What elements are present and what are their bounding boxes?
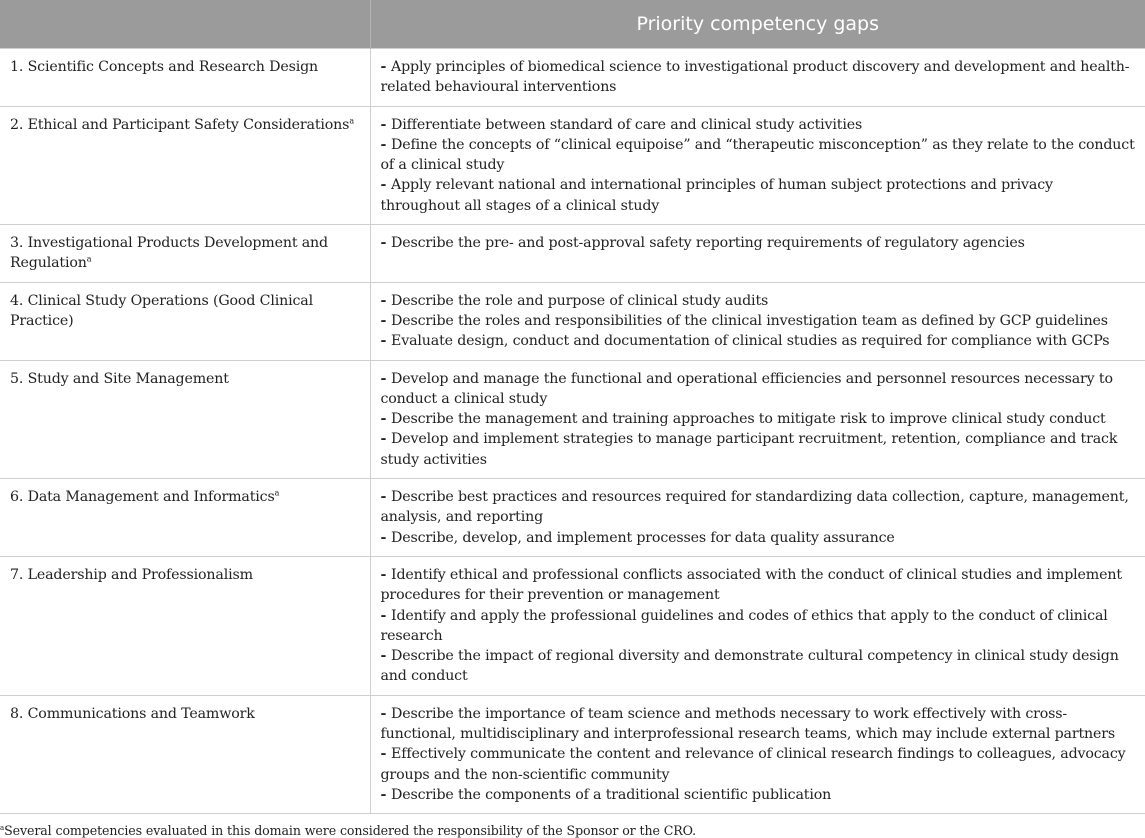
footnote-reference: a	[274, 488, 280, 498]
domain-name: 3. Investigational Products Development and Regulation	[10, 235, 328, 272]
domain-name: 8. Communications and Teamwork	[10, 705, 255, 722]
competency-gap-item: - Develop and manage the functional and operational efficiencies and personnel resources necessary to conduct a clinical study	[381, 369, 1137, 410]
competency-gap-item: - Develop and implement strategies to manage participant recruitment, retention, compliance and track study activities	[381, 429, 1137, 470]
gaps-cell	[370, 225, 1145, 283]
competency-gap-item: - Describe the role and purpose of clinical study audits	[381, 291, 1137, 311]
footnote-reference: a	[86, 254, 92, 264]
competency-gap-item: - Evaluate design, conduct and documentation of clinical studies as required for compliance with GCPs	[381, 331, 1137, 351]
header-domain-column	[0, 0, 370, 49]
competency-gap-item: - Describe the management and training approaches to mitigate risk to improve clinical study conduct	[381, 409, 1137, 429]
competency-gap-item: - Identify and apply the professional guidelines and codes of ethics that apply to the conduct of clinical research	[381, 606, 1137, 647]
domain-cell	[0, 360, 370, 478]
table-body	[0, 49, 1145, 814]
table-footnote	[0, 814, 1145, 838]
gaps-cell	[370, 556, 1145, 695]
competency-gap-item: - Define the concepts of “clinical equipoise” and “therapeutic misconception” as they relate to the conduct of a clinical study	[381, 135, 1137, 176]
competency-gap-item: - Describe the roles and responsibilities of the clinical investigation team as defined by GCP guidelines	[381, 311, 1137, 331]
table-row	[0, 695, 1145, 813]
footnote-mark: a	[0, 824, 5, 833]
domain-name: 4. Clinical Study Operations (Good Clinical Practice)	[10, 292, 313, 329]
footnote-reference: a	[349, 115, 354, 125]
domain-cell	[0, 479, 370, 557]
competency-gap-item: - Identify ethical and professional conflicts associated with the conduct of clinical studies and implement procedures for their prevention or management	[381, 565, 1137, 606]
table-row	[0, 106, 1145, 224]
competency-gap-item: - Describe the impact of regional diversity and demonstrate cultural competency in clinical study design and conduct	[381, 646, 1137, 687]
domain-cell	[0, 695, 370, 813]
gaps-cell	[370, 360, 1145, 478]
table-row	[0, 479, 1145, 557]
table-row	[0, 225, 1145, 283]
gaps-cell	[370, 106, 1145, 224]
domain-cell	[0, 282, 370, 360]
domain-cell	[0, 49, 370, 107]
competency-gap-item: - Describe best practices and resources required for standardizing data collection, capture, management, analysis, and reporting	[381, 487, 1137, 528]
competency-gap-item: - Effectively communicate the content and relevance of clinical research findings to colleagues, advocacy groups and the non-scientific community	[381, 744, 1137, 785]
gaps-cell	[370, 479, 1145, 557]
table-row	[0, 360, 1145, 478]
domain-cell	[0, 556, 370, 695]
table-row	[0, 49, 1145, 107]
header-gaps-column: Priority competency gaps	[370, 0, 1145, 49]
competency-gap-item: - Describe, develop, and implement processes for data quality assurance	[381, 528, 1137, 548]
domain-name: 5. Study and Site Management	[10, 370, 229, 387]
competency-gap-item: - Apply relevant national and international principles of human subject protections and privacy throughout all stages of a clinical study	[381, 175, 1137, 216]
gaps-cell	[370, 282, 1145, 360]
footnote-text: Several competencies evaluated in this domain were considered the responsibility of the Sponsor or the CRO.	[4, 823, 697, 838]
domain-name: 2. Ethical and Participant Safety Considerations	[10, 116, 350, 133]
competency-gap-item: - Apply principles of biomedical science to investigational product discovery and development and health-related behavioural interventions	[381, 57, 1137, 98]
domain-name: 6. Data Management and Informatics	[10, 489, 275, 506]
competency-gap-item: - Describe the importance of team science and methods necessary to work effectively with cross-functional, multidisciplinary and interprofessional research teams, which may include external partners	[381, 704, 1137, 745]
domain-cell	[0, 106, 370, 224]
domain-name: 7. Leadership and Professionalism	[10, 566, 253, 583]
domain-cell	[0, 225, 370, 283]
table-row	[0, 282, 1145, 360]
competency-gap-item: - Describe the components of a traditional scientific publication	[381, 785, 1137, 805]
table-row	[0, 556, 1145, 695]
competency-gap-item: - Differentiate between standard of care and clinical study activities	[381, 115, 1137, 135]
domain-name: 1. Scientific Concepts and Research Design	[10, 59, 319, 75]
table-header-row	[0, 0, 1145, 49]
gaps-cell	[370, 49, 1145, 107]
gaps-cell	[370, 695, 1145, 813]
competency-gap-item: - Describe the pre- and post-approval safety reporting requirements of regulatory agencies	[381, 233, 1137, 253]
